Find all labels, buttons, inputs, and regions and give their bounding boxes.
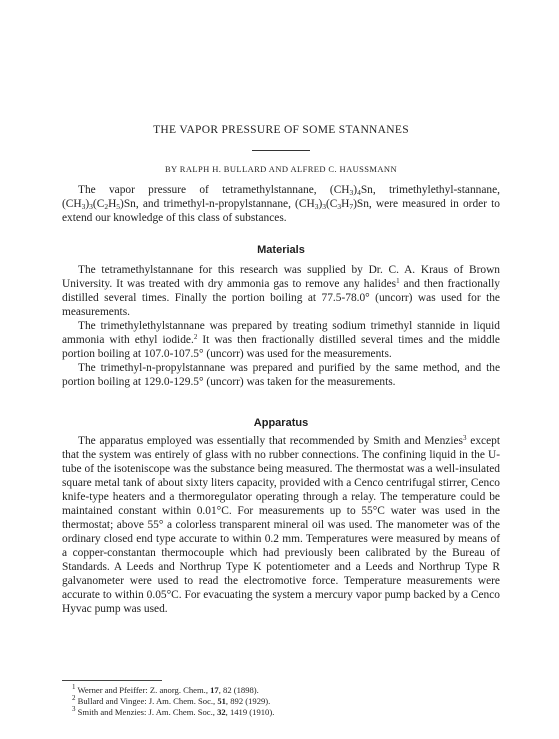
intro-text: H bbox=[341, 198, 350, 210]
article-title: THE VAPOR PRESSURE OF SOME STANNANES bbox=[153, 124, 409, 136]
footnote-text: , 1419 (1910). bbox=[225, 707, 275, 717]
footnote-text: Smith and Menzies: J. Am. Chem. Soc., bbox=[75, 707, 218, 717]
materials-paragraph-2 bbox=[62, 319, 500, 361]
footnote-ref: 2 bbox=[193, 333, 198, 341]
footnote-mark: 3 bbox=[72, 705, 76, 713]
materials-text: The tetramethylstannane for this research was supplied by Dr. C. A. Kraus of Brown University. It was treated with dry ammonia gas to remove any halides bbox=[62, 264, 500, 290]
footnote-2 bbox=[72, 696, 492, 707]
apparatus-heading: Apparatus bbox=[253, 417, 309, 429]
intro-text: Sn, trimethylethyl-stannane, (CH bbox=[62, 184, 500, 210]
materials-text: It was then fractionally distilled several times and the middle portion boiling at 107.0-107.5° (uncorr) was used for the measurements. bbox=[62, 334, 500, 360]
subscript: 3 bbox=[337, 202, 342, 211]
intro-section bbox=[62, 183, 500, 225]
footnote-ref: 1 bbox=[396, 277, 400, 285]
footnote-volume: 17 bbox=[210, 685, 219, 695]
apparatus-paragraph bbox=[62, 434, 500, 616]
intro-paragraph bbox=[62, 183, 500, 225]
intro-text: )Sn, and trimethyl-n-propylstannane, (CH bbox=[120, 198, 315, 210]
footnote-ref: 3 bbox=[463, 434, 467, 442]
intro-text: (C bbox=[92, 198, 105, 210]
intro-text: ) bbox=[318, 198, 323, 210]
materials-paragraph-1 bbox=[62, 263, 500, 319]
footnote-mark: 1 bbox=[72, 683, 76, 691]
footnote-text: Werner and Pfeiffer: Z. anorg. Chem., bbox=[75, 685, 211, 695]
apparatus-text: except that the system was entirely of glass with no rubber connections. The confining liquid in the U-tube of the isoteniscope was the substance being measured. The thermostat was a well-insulated square metal tank of about sixty liters capacity, provided with a Cenco centrifugal stirrer, Cenco knife-type heaters and a thermoregulator operating through a relay. The temperature could be maintained constant within 0.01°C. For measurements up to 55°C water was used in the thermostat; above 55° a colorless transparent mineral oil was used. The manometer was of the ordinary closed end type accurate to within 0.2 mm. Temperatures were measured by means of a copper-constantan thermocouple which had previously been calibrated by the Bureau of Standards. A Leeds and Northrup Type K potentiometer and a Leeds and Northrup Type R galvanometer were used to read the electromotive force. Temperature measurements were accurate to within 0.05°C. For evacuating the system a mercury vapor pump backed by a Cenco Hyvac pump was used. bbox=[62, 435, 500, 615]
intro-text: ) bbox=[353, 184, 358, 196]
footnote-text: Bullard and Vingee: J. Am. Chem. Soc., bbox=[75, 696, 218, 706]
footnote-1 bbox=[72, 685, 492, 696]
footnote-volume: 51 bbox=[217, 696, 226, 706]
materials-text: The trimethylethylstannane was prepared by treating sodium trimethyl stannide in liquid ammonia with ethyl iodide. bbox=[62, 320, 500, 346]
subscript: 7 bbox=[349, 202, 354, 211]
byline: BY RALPH H. BULLARD AND ALFRED C. HAUSSMANN bbox=[164, 164, 397, 174]
subscript: 3 bbox=[89, 202, 93, 211]
footnotes bbox=[72, 685, 492, 718]
intro-text: (C bbox=[325, 198, 338, 210]
footnote-3 bbox=[72, 707, 492, 718]
footnote-mark: 2 bbox=[72, 694, 76, 702]
subscript: 3 bbox=[349, 188, 354, 197]
title-rule bbox=[252, 150, 310, 151]
subscript: 2 bbox=[104, 202, 109, 211]
materials-section bbox=[62, 263, 500, 389]
subscript: 5 bbox=[116, 202, 121, 211]
footnote-volume: 32 bbox=[217, 707, 226, 717]
apparatus-text: The apparatus employed was essentially that recommended by Smith and Menzies bbox=[78, 435, 463, 447]
intro-text: The vapor pressure of tetramethylstannane, (CH bbox=[78, 184, 350, 196]
intro-text: H bbox=[108, 198, 117, 210]
subscript: 3 bbox=[81, 202, 86, 211]
subscript: 3 bbox=[322, 202, 326, 211]
subscript: 4 bbox=[357, 188, 361, 197]
intro-text: ) bbox=[85, 198, 90, 210]
footnote-text: , 892 (1929). bbox=[225, 696, 271, 706]
intro-text: )Sn, were measured in order to extend our knowledge of this class of substances. bbox=[62, 198, 501, 224]
footnote-text: , 82 (1898). bbox=[218, 685, 259, 695]
materials-text: and then fractionally distilled several times. Finally the portion boiling at 77.5-78.0° (uncorr) was used for the measurements. bbox=[62, 278, 500, 318]
paper-page bbox=[62, 0, 500, 739]
subscript: 3 bbox=[314, 202, 319, 211]
footnote-rule bbox=[62, 680, 162, 681]
apparatus-section bbox=[62, 434, 500, 616]
materials-heading: Materials bbox=[257, 244, 305, 256]
materials-paragraph-3: The trimethyl-n-propylstannane was prepared and purified by the same method, and the portion boiling at 129.0-129.5° (uncorr) was taken for the measurements. bbox=[62, 362, 500, 388]
